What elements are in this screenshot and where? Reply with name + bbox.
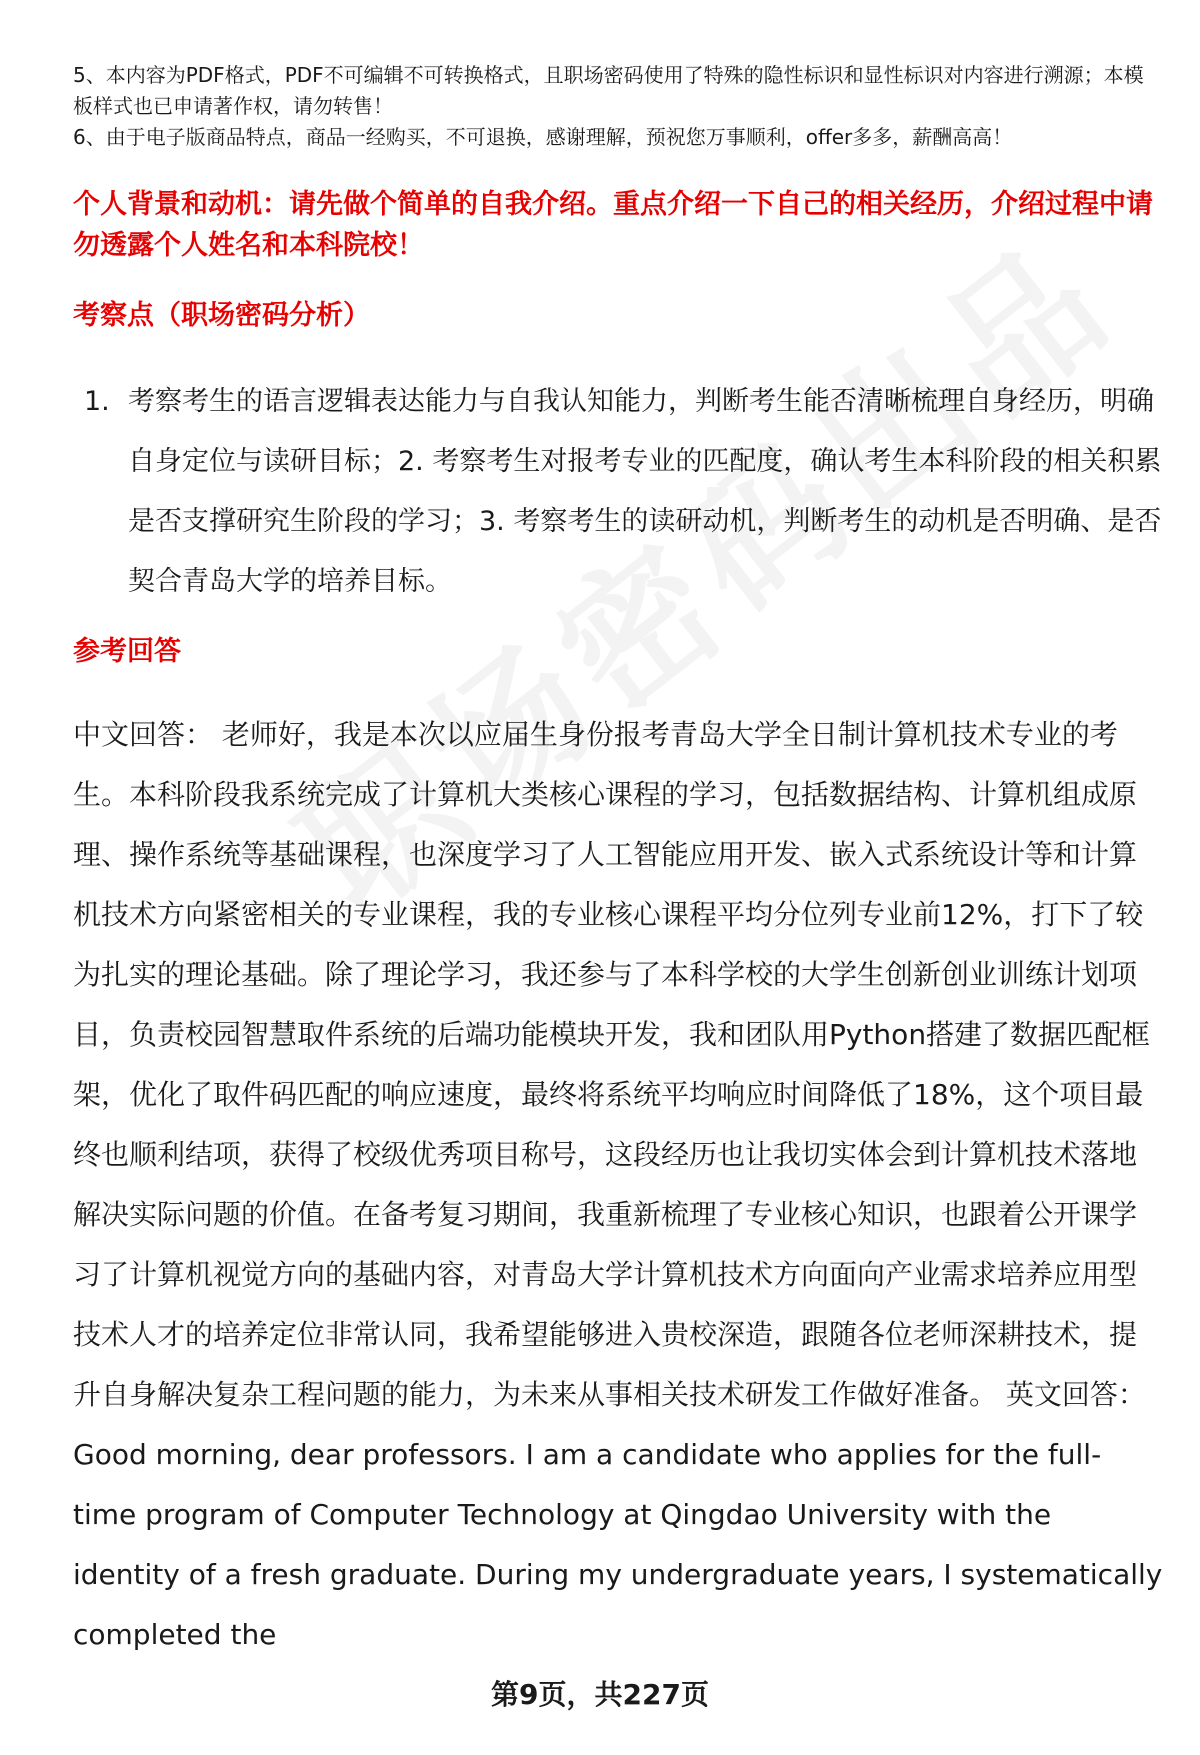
points-number: 1. — [84, 386, 110, 417]
note-item: 5、本内容为PDF格式，PDF不可编辑不可转换格式，且职场密码使用了特殊的隐性标识和显性标识对内容进行溯源；本模板样式也已申请著作权，请勿转售！ — [73, 63, 1144, 118]
question-title: 个人背景和动机：请先做个简单的自我介绍。重点介绍一下自己的相关经历，介绍过程中请勿透露个人姓名和本科院校！ — [73, 189, 1153, 261]
answer-text: 中文回答： 老师好，我是本次以应届生身份报考青岛大学全日制计算机技术专业的考生。本科阶段我系统完成了计算机大类核心课程的学习，包括数据结构、计算机组成原理、操作系统等基础课程，也深度学习了人工智能应用开发、嵌入式系统设计等和计算机技术方向紧密相关的专业课程，我的专业核心课程平均分位列专业前12%，打下了较为扎实的理论基础。除了理论学习，我还参与了本科学校的大学生创新创业训练计划项目，负责校园智慧取件系统的后端功能模块开发，我和团队用Python搭建了数据匹配框架，优化了取件码匹配的响应速度，最终将系统平均响应时间降低了18%，这个项目最终也顺利结项，获得了校级优秀项目称号，这段经历也让我切实体会到计算机技术落地解决实际问题的价值。在备考复习期间，我重新梳理了专业核心知识，也跟着公开课学习了计算机视觉方向的基础内容，对青岛大学计算机技术方向面向产业需求培养应用型技术人才的培养定位非常认同，我希望能够进入贵校深造，跟随各位老师深耕技术，提升自身解决复杂工程问题的能力，为未来从事相关技术研发工作做好准备。 英文回答： Good morning, dear professors. I am a candidate who applies for the full-time program of Computer Technology at Qingdao University with the identity of a fresh graduate. During my undergraduate years, I systematically completed the — [73, 718, 1163, 1651]
note-item: 6、由于电子版商品特点，商品一经购买，不可退换，感谢理解，预祝您万事顺利，offer多多，薪酬高高！ — [73, 125, 1013, 149]
notes-section — [73, 60, 1163, 153]
answer-body — [73, 705, 1163, 1665]
points-list — [84, 372, 1164, 612]
page-number: 第9页，共227页 — [491, 1678, 709, 1711]
points-heading: 考察点（职场密码分析） — [73, 300, 370, 331]
points-text: 考察考生的语言逻辑表达能力与自我认知能力，判断考生能否清晰梳理自身经历，明确自身定位与读研目标；2. 考察考生对报考专业的匹配度，确认考生本科阶段的相关积累是否支撑研究生阶段的学习；3. 考察考生的读研动机，判断考生的动机是否明确、是否契合青岛大学的培养目标。 — [128, 386, 1162, 597]
answer-heading: 参考回答 — [73, 636, 181, 667]
